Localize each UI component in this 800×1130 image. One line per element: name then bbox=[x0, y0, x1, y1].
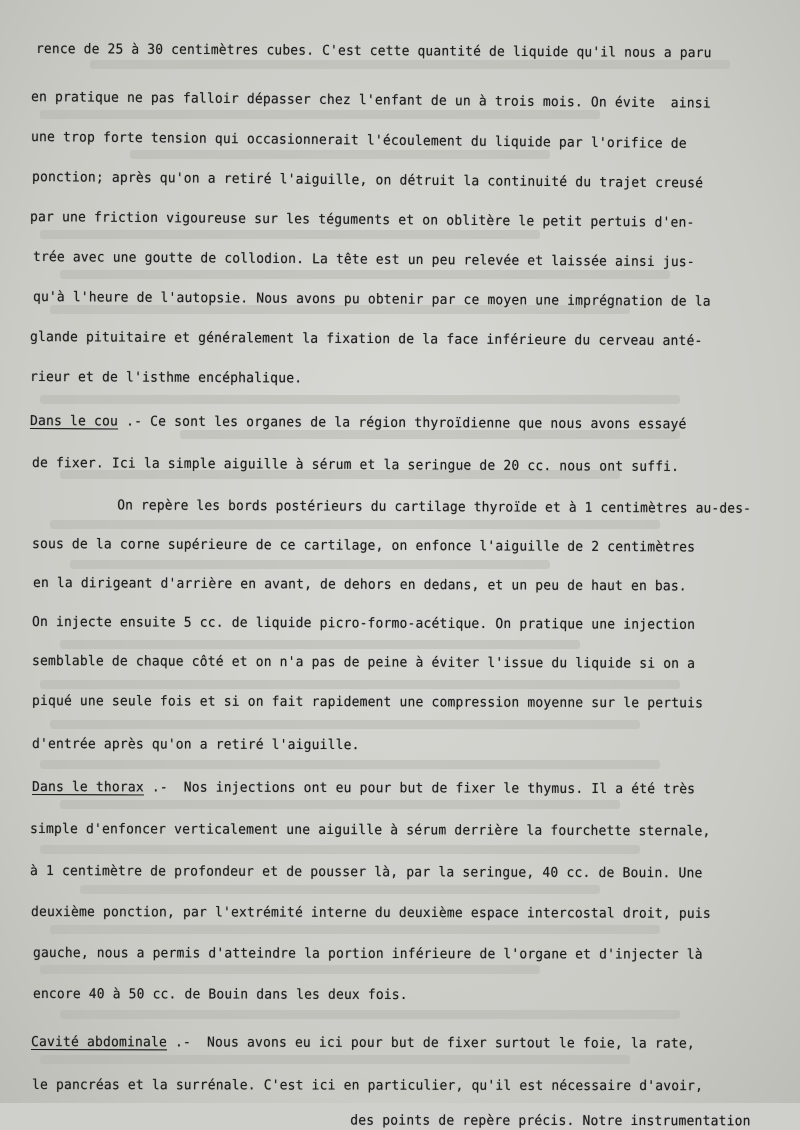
section-heading: Cavité abdominale bbox=[30, 1034, 167, 1051]
line-text: des points de repère précis. Notre instrumentation bbox=[29, 1112, 751, 1130]
text-line bbox=[32, 454, 794, 477]
text-line bbox=[32, 613, 794, 634]
text-line bbox=[31, 1033, 794, 1053]
line-text: rieur et de l'isthme encéphalique. bbox=[29, 369, 303, 387]
line-text: en la dirigeant d'arrière en avant, de dehors en dedans, et un peu de haut en bas. bbox=[32, 575, 687, 595]
text-line bbox=[36, 40, 794, 63]
line-text: en pratique ne pas falloir dépasser chez l'enfant de un à trois mois. On évite ainsi bbox=[30, 89, 711, 112]
text-line bbox=[32, 1076, 794, 1095]
line-text: .- Ce sont les organes de la région thyroïdienne que nous avons essayé bbox=[118, 413, 687, 433]
text-line bbox=[30, 412, 794, 434]
text-line bbox=[30, 1111, 794, 1130]
line-text: On injecte ensuite 5 cc. de liquide picro-formo-acétique. On pratique une injection bbox=[31, 614, 696, 633]
text-line bbox=[32, 168, 795, 193]
section-heading: Dans le cou bbox=[29, 413, 119, 430]
line-text: On repère les bords postérieurs du cartilage thyroïde et à 1 centimètres au-des- bbox=[37, 497, 752, 517]
text-line bbox=[33, 288, 794, 311]
text-line bbox=[30, 862, 794, 883]
line-text: gauche, nous a permis d'atteindre la portion inférieure de l'organe et d'injecter là bbox=[32, 945, 703, 963]
text-line bbox=[33, 248, 794, 272]
text-line bbox=[32, 735, 794, 756]
line-text: semblable de chaque côté et on n'a pas de peine à éviter l'issue du liquide si on a bbox=[31, 653, 696, 672]
line-text: à 1 centimètre de profondeur et de pousser là, par la seringue, 40 cc. de Bouin. Une bbox=[29, 863, 703, 882]
text-line bbox=[32, 652, 794, 673]
line-text: piqué une seule fois et si on fait rapidement une compression moyenne sur le pertuis bbox=[31, 693, 704, 712]
line-text: .- Nous avons eu ici pour but de fixer surtout le foie, la rate, bbox=[166, 1034, 695, 1052]
line-text: rence de 25 à 30 centimètres cubes. C'est cette quantité de liquide qu'il nous a paru bbox=[35, 41, 712, 62]
line-text: simple d'enfoncer verticalement une aiguille à sérum derrière la fourchette sternale, bbox=[29, 821, 711, 840]
section-heading: Dans le thorax bbox=[31, 779, 144, 796]
text-line bbox=[33, 985, 794, 1005]
text-line bbox=[31, 128, 794, 154]
text-line bbox=[38, 496, 794, 518]
line-text: par une friction vigoureuse sur les téguments et on oblitère le petit pertuis d'en- bbox=[29, 209, 695, 231]
text-line bbox=[30, 820, 794, 841]
line-text: .- Nos injections ont eu pour but de fixer le thymus. Il a été très bbox=[143, 779, 696, 798]
line-text: ponction; après qu'on a retiré l'aiguille, on détruit la continuité du trajet creusé bbox=[31, 169, 704, 192]
line-text: de fixer. Ici la simple aiguille à sérum et la seringue de 20 cc. nous ont suffi. bbox=[31, 455, 680, 475]
line-text: encore 40 à 50 cc. de Bouin dans les deux fois. bbox=[32, 986, 408, 1003]
line-text: deuxième ponction, par l'extrémité interne du deuxième espace intercostal droit, puis bbox=[30, 904, 711, 922]
text-line bbox=[30, 368, 794, 390]
line-text: d'entrée après qu'on a retiré l'aiguille. bbox=[31, 736, 360, 754]
text-line bbox=[31, 88, 794, 113]
line-text: une trop forte tension qui occasionnerait l'écoulement du liquide par l'orifice de bbox=[30, 129, 687, 152]
line-text: le pancréas et la surrénale. C'est ici en particulier, qu'il est nécessaire d'avoir, bbox=[31, 1077, 704, 1095]
text-line bbox=[30, 328, 794, 351]
line-text: glande pituitaire et généralement la fixation de la face inférieure du cerveau anté- bbox=[29, 329, 703, 350]
text-line bbox=[32, 778, 794, 799]
text-line bbox=[33, 574, 794, 596]
text-line bbox=[32, 535, 794, 557]
text-line bbox=[31, 903, 794, 923]
line-text: qu'à l'heure de l'autopsie. Nous avons pu obtenir par ce moyen une imprégnation de la bbox=[32, 289, 711, 310]
line-text: sous de la corne supérieure de ce cartilage, on enfonce l'aiguille de 2 centimètres bbox=[31, 536, 696, 556]
line-text: trée avec une goutte de collodion. La tête est un peu relevée et laissée ainsi jus- bbox=[32, 249, 695, 271]
text-line bbox=[33, 944, 794, 964]
text-line bbox=[30, 208, 794, 233]
text-line bbox=[32, 692, 794, 713]
